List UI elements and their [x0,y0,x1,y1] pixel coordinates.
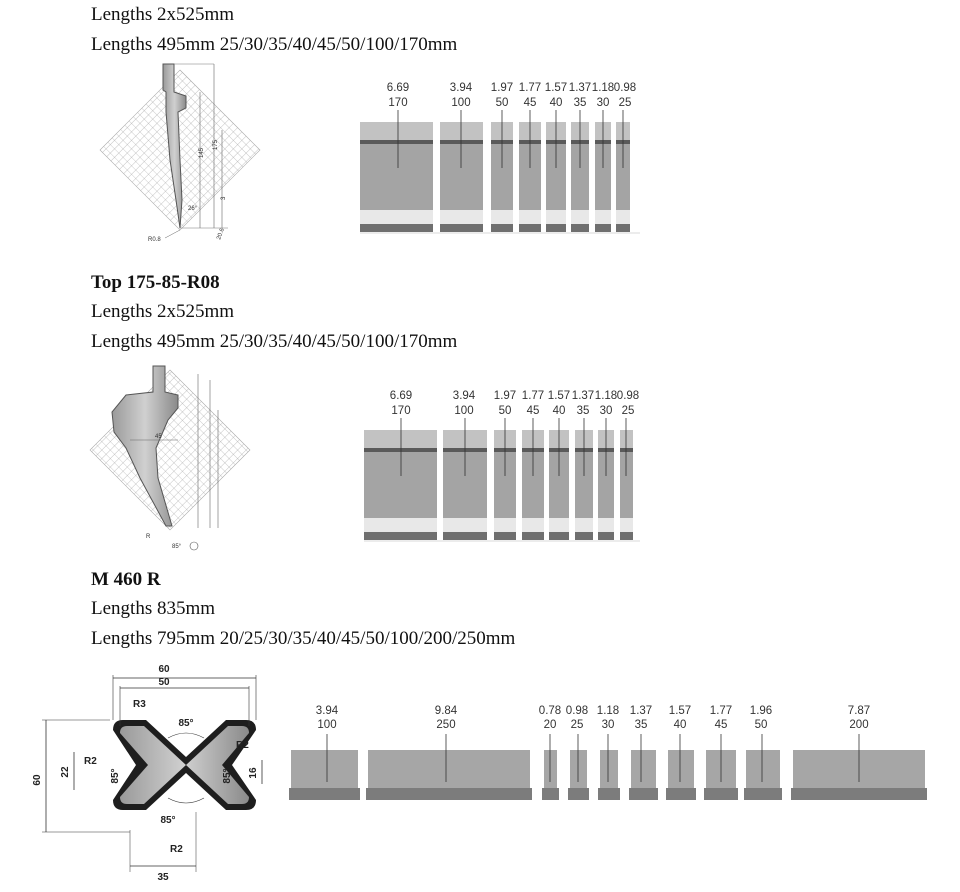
die-segment-40 [666,734,696,800]
punch-profile-drawing-1 [100,64,260,243]
seg2-label-inch-100: 3.94 [452,390,476,402]
segment-50 [494,418,516,540]
seg3-label-mm-40: 40 [673,719,687,731]
die-segment-30 [598,734,620,800]
section1-lengths-line2: Lengths 495mm 25/30/35/40/45/50/100/170mm [91,34,458,55]
seg2-label-mm-30: 30 [599,405,613,417]
seg3-label-inch-40: 1.57 [668,705,692,717]
die-segment-25 [568,734,589,800]
segment-blocks-2 [364,418,640,541]
section2-lengths-line1: Lengths 2x525mm [91,301,235,322]
dim-r2-right: R2 [236,740,249,751]
seg3-label-inch-25: 0.98 [565,705,589,717]
seg1-label-inch-30: 1.18 [591,82,615,94]
die-segment-20 [542,734,559,800]
seg2-label-mm-25: 25 [621,405,635,417]
dim-angle-top: 85° [178,718,194,729]
section3-title: M 460 R [91,569,161,590]
seg1-label-inch-170: 6.69 [386,82,410,94]
segment-50 [491,110,513,232]
segment-labels-1 [387,82,636,109]
section3-lengths-line1: Lengths 835mm [91,598,216,619]
dim-r2-bottom: R2 [170,844,183,855]
segment-40 [546,110,566,232]
seg2-label-inch-50: 1.97 [493,390,517,402]
segment-100 [440,110,483,232]
dim-height-22: 22 [60,766,71,778]
dim-3: 3 [221,196,227,200]
dim-r3: R3 [133,699,146,710]
segment-blocks-1 [360,110,640,233]
segment-30 [598,418,614,540]
dim-r: R [146,534,151,540]
seg3-label-mm-45: 45 [714,719,728,731]
dim-r08: R0.8 [148,237,161,243]
segment-set-2 [364,390,640,541]
seg2-label-mm-35: 35 [576,405,590,417]
seg2-label-mm-50: 50 [498,405,512,417]
seg2-label-mm-45: 45 [526,405,540,417]
segment-labels-3 [316,705,870,731]
section3-lengths-line2: Lengths 795mm 20/25/30/35/40/45/50/100/200/250mm [91,628,516,649]
dim-angle-bottom: 85° [160,815,176,826]
seg3-label-mm-100: 100 [317,719,337,731]
seg3-label-mm-200: 200 [849,719,869,731]
seg1-label-inch-100: 3.94 [449,82,473,94]
dim-width-35: 35 [157,872,169,883]
punch-profile-drawing-2 [90,366,250,550]
segment-35 [575,418,593,540]
seg2-label-inch-45: 1.77 [521,390,545,402]
seg1-label-mm-35: 35 [573,97,587,109]
segment-170 [360,110,433,232]
seg2-label-mm-40: 40 [552,405,566,417]
seg2-label-inch-40: 1.57 [547,390,571,402]
seg2-label-mm-170: 170 [391,405,411,417]
seg2-label-inch-25: 0.98 [616,390,640,402]
seg3-label-inch-200: 7.87 [847,705,871,717]
dim-r2-left: R2 [84,756,97,767]
seg1-label-mm-170: 170 [388,97,408,109]
segment-25 [620,418,633,540]
seg3-label-mm-250: 250 [436,719,456,731]
seg2-label-mm-100: 100 [454,405,474,417]
seg2-label-inch-30: 1.18 [594,390,618,402]
dim-height-16: 16 [248,767,259,779]
dim-145: 145 [199,147,205,158]
die-segment-50 [744,734,782,800]
dim-angle-left: 85° [110,768,121,784]
die-segment-100 [289,734,360,800]
dim-85deg: 85° [172,544,182,550]
dim-175: 175 [213,139,219,150]
seg1-label-mm-25: 25 [618,97,632,109]
seg3-label-mm-50: 50 [754,719,768,731]
seg1-label-inch-40: 1.57 [544,82,568,94]
seg3-label-inch-30: 1.18 [596,705,620,717]
segment-170 [364,418,437,540]
dim-angle-right: 85° [222,768,233,784]
seg1-label-inch-35: 1.37 [568,82,592,94]
segment-45 [519,110,541,232]
seg3-label-mm-35: 35 [634,719,648,731]
die-segment-35 [629,734,658,800]
section2-lengths-line2: Lengths 495mm 25/30/35/40/45/50/100/170mm [91,331,458,352]
seg1-label-mm-40: 40 [549,97,563,109]
die-segment-45 [704,734,738,800]
seg3-label-inch-250: 9.84 [434,705,458,717]
segment-labels-2 [390,390,639,417]
segment-45 [522,418,544,540]
seg3-label-inch-50: 1.96 [749,705,773,717]
seg2-label-inch-35: 1.37 [571,390,595,402]
die-segment-200 [791,734,927,800]
die-segment-250 [366,734,532,800]
dim-width-50: 50 [158,677,170,688]
segment-25 [616,110,630,232]
seg1-label-mm-50: 50 [495,97,509,109]
section2-title: Top 175-85-R08 [91,272,220,293]
seg2-label-inch-170: 6.69 [389,390,413,402]
dim-20-6: 20.6 [216,227,226,241]
die-cross-section [32,664,262,883]
segment-set-1 [360,82,640,233]
seg1-label-mm-30: 30 [596,97,610,109]
section1-lengths-line1: Lengths 2x525mm [91,4,235,25]
seg1-label-mm-100: 100 [451,97,471,109]
dim-26deg: 26° [188,206,198,212]
dim-45: 45 [155,434,162,440]
seg3-label-inch-45: 1.77 [709,705,733,717]
seg3-label-mm-25: 25 [570,719,584,731]
dim-width-60: 60 [158,664,170,675]
segment-40 [549,418,569,540]
seg3-label-inch-100: 3.94 [315,705,339,717]
segment-35 [571,110,589,232]
seg1-label-mm-45: 45 [523,97,537,109]
seg1-label-inch-50: 1.97 [490,82,514,94]
dim-height-60: 60 [32,774,43,786]
seg3-label-inch-35: 1.37 [629,705,653,717]
segment-blocks-3 [289,734,927,800]
seg3-label-mm-30: 30 [601,719,615,731]
seg3-label-inch-20: 0.78 [538,705,562,717]
segment-set-3 [289,705,927,800]
seg3-label-mm-20: 20 [543,719,557,731]
seg1-label-inch-45: 1.77 [518,82,542,94]
segment-100 [443,418,487,540]
seg1-label-inch-25: 0.98 [613,82,637,94]
segment-30 [595,110,611,232]
